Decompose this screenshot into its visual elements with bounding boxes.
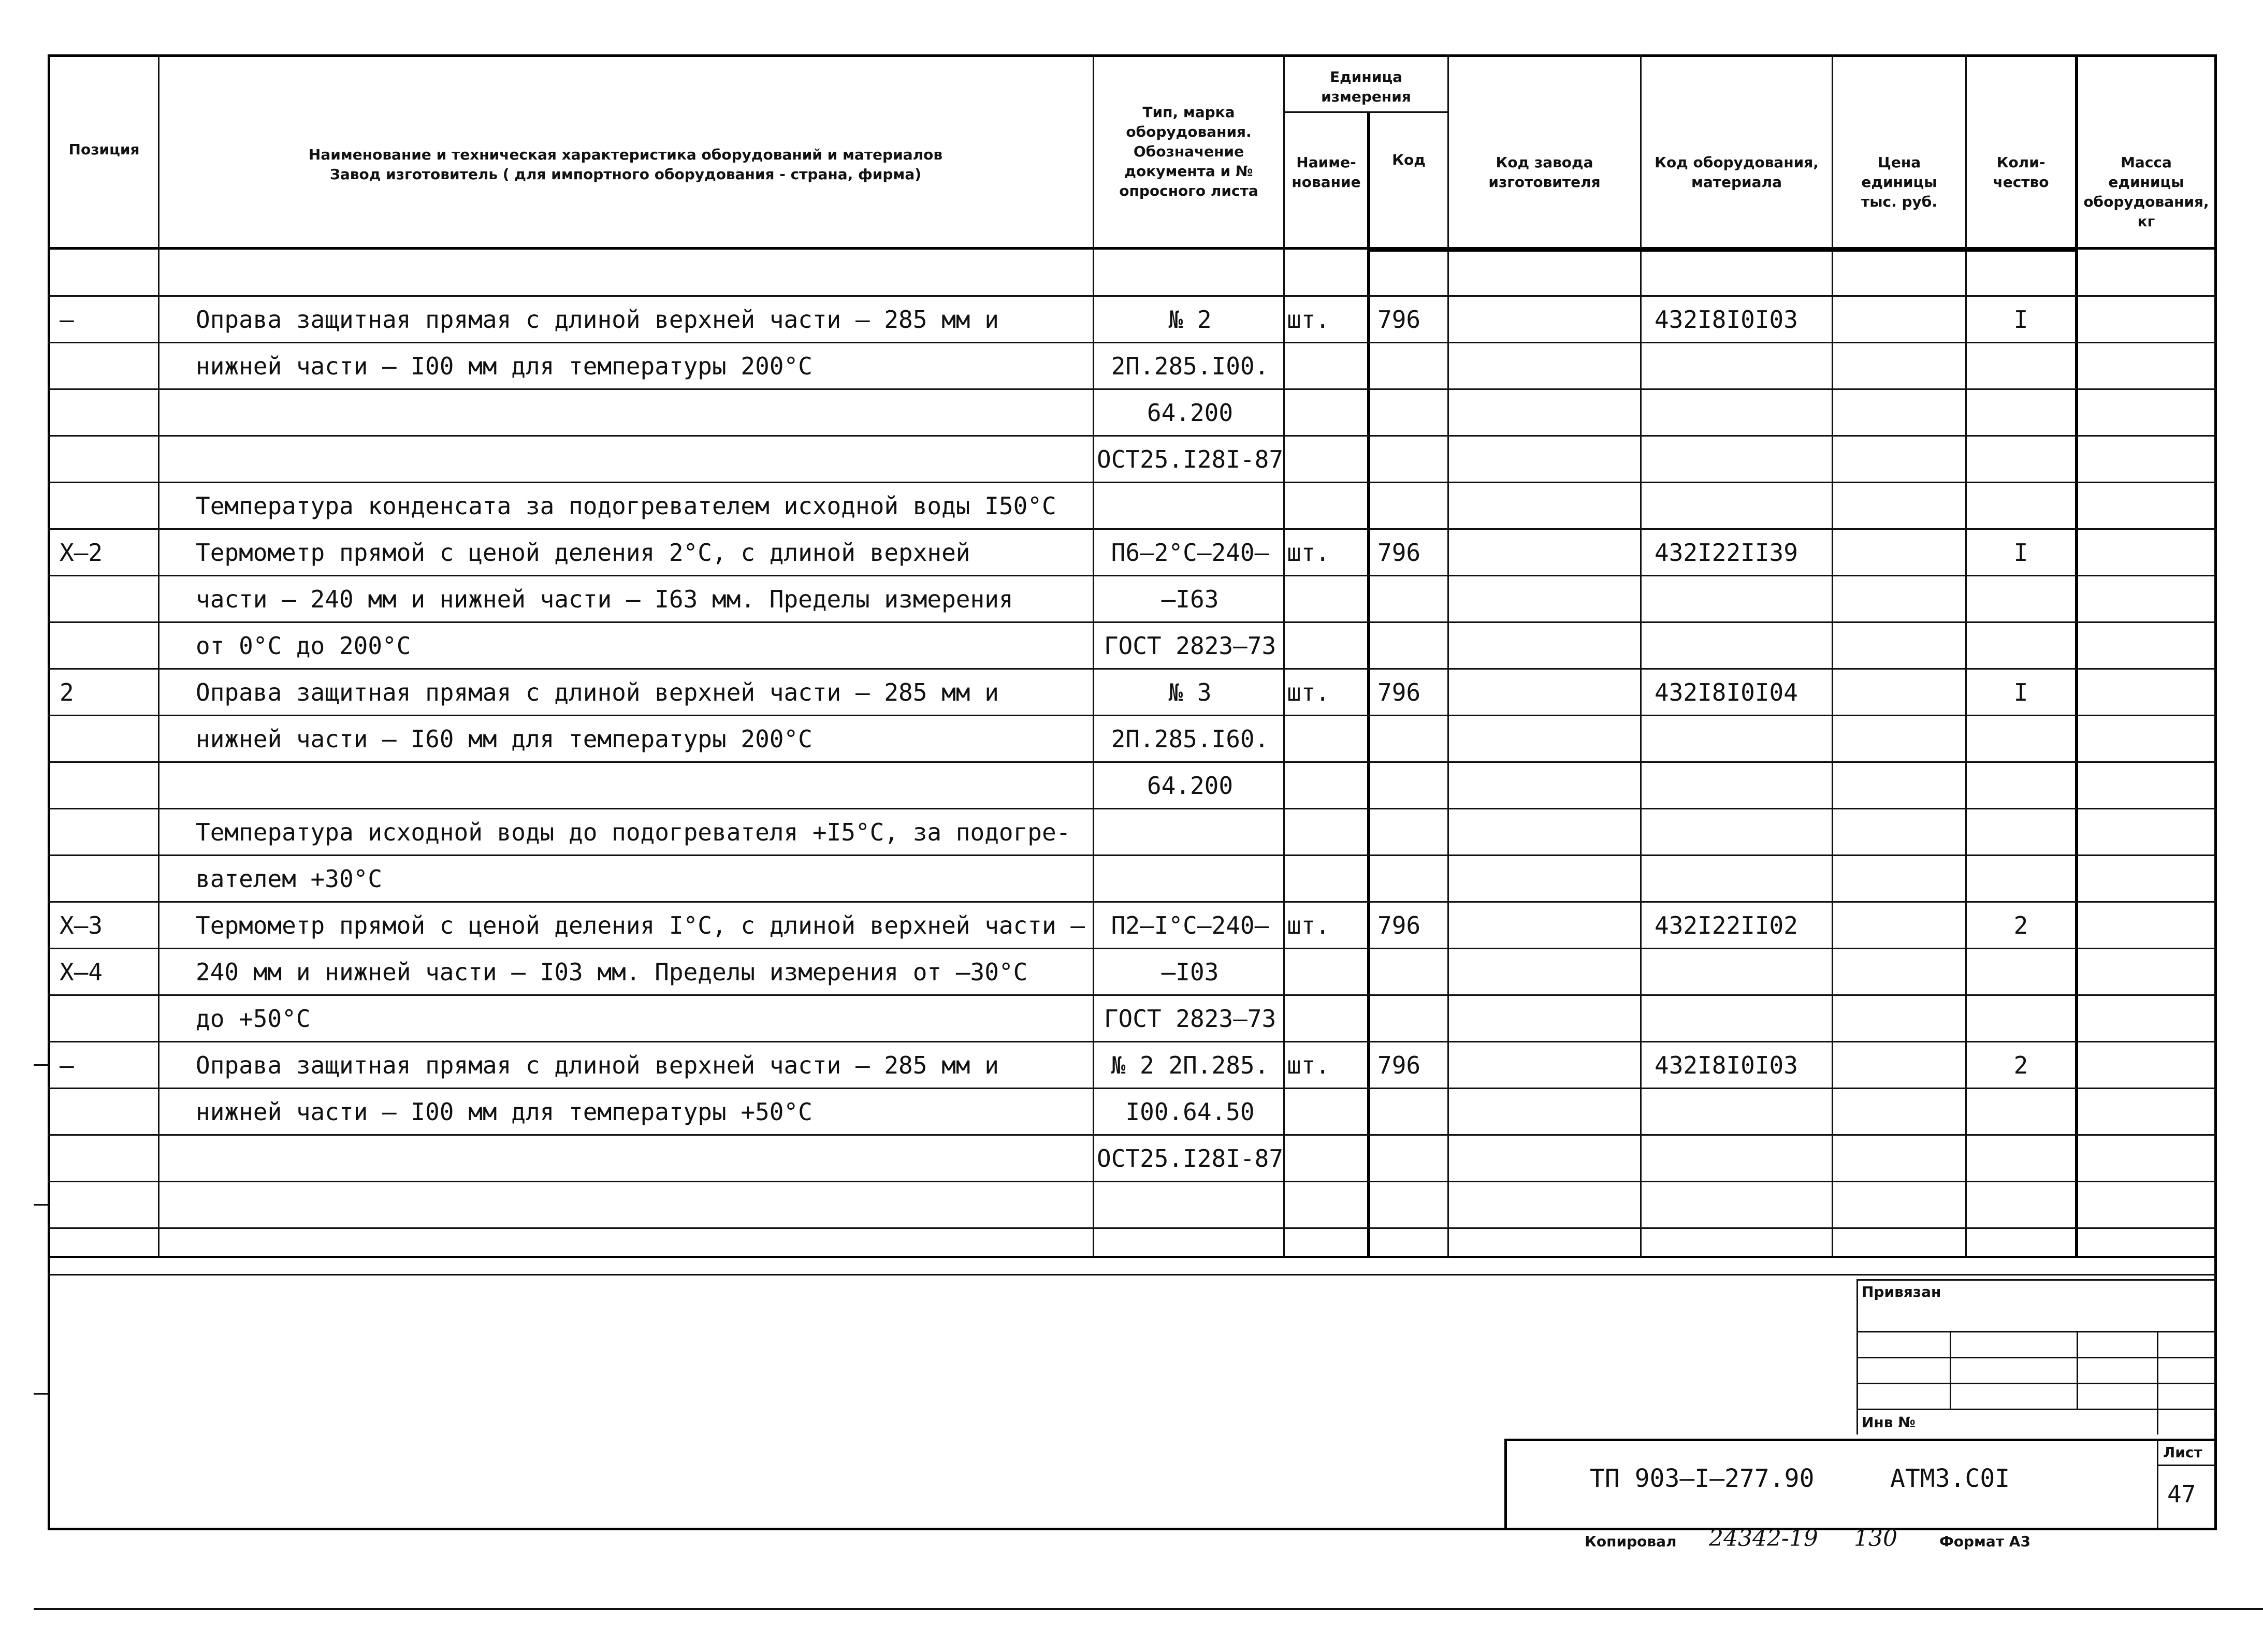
cell-type: ГОСТ 2823–73 xyxy=(1104,632,1276,660)
cell-qty: 2 xyxy=(2013,911,2028,939)
cell-pos xyxy=(60,436,155,483)
cell-mass xyxy=(2079,1089,2214,1135)
col-line xyxy=(158,54,159,1257)
cell-unit xyxy=(1287,1135,1365,1182)
privyazan-label: Привязан xyxy=(1862,1283,1941,1300)
cell-mass xyxy=(2079,622,2214,669)
cell-type: ОСТ25.I28I-87 xyxy=(1097,445,1284,473)
cell-pos xyxy=(60,1228,155,1275)
cell-qty xyxy=(1968,762,2074,809)
cell-price xyxy=(1836,809,1963,856)
col-line xyxy=(1447,54,1449,1257)
cell-name xyxy=(196,250,1089,296)
cell-equip xyxy=(1655,343,1831,389)
cell-pos xyxy=(60,622,155,669)
cell-qty xyxy=(1968,716,2074,762)
cell-price xyxy=(1836,669,1963,716)
cell-equip xyxy=(1655,1135,1831,1182)
sheet-number: 47 xyxy=(2167,1480,2196,1508)
cell-maker xyxy=(1450,529,1636,576)
frame-right xyxy=(2214,54,2217,1530)
cell-code: 796 xyxy=(1377,306,1421,334)
cell-equip xyxy=(1655,622,1831,669)
cell-equip xyxy=(1655,809,1831,856)
cell-code xyxy=(1377,576,1445,622)
cell-mass xyxy=(2079,856,2214,902)
cell-type: I00.64.50 xyxy=(1125,1098,1255,1126)
cell-mass xyxy=(2079,1042,2214,1089)
cell-maker xyxy=(1450,949,1636,995)
cell-price xyxy=(1836,1135,1963,1182)
cell-mass xyxy=(2079,296,2214,343)
cell-price xyxy=(1836,436,1963,483)
cell-mass xyxy=(2079,576,2214,622)
cell-pos xyxy=(60,856,155,902)
cell-unit: шт. xyxy=(1287,306,1330,334)
cell-qty xyxy=(1968,389,2074,436)
cell-equip xyxy=(1655,1228,1831,1275)
header-type: Тип, марка оборудования. Обозначение документа и № опросного листа xyxy=(1119,104,1258,199)
cell-type xyxy=(1097,1228,1283,1275)
cell-maker xyxy=(1450,389,1636,436)
cell-name xyxy=(196,1228,1089,1275)
cell-qty xyxy=(1968,576,2074,622)
cell-type: № 3 xyxy=(1168,678,1212,706)
header-equip-code: Код оборудования, материала xyxy=(1655,154,1819,191)
cell-price xyxy=(1836,483,1963,529)
header-qty: Коли- чество xyxy=(1993,154,2049,191)
cell-qty: 2 xyxy=(2013,1051,2028,1079)
cell-code xyxy=(1377,995,1445,1042)
cell-price xyxy=(1836,1089,1963,1135)
cell-pos xyxy=(60,343,155,389)
cell-equip xyxy=(1655,716,1831,762)
copy-number-2: 130 xyxy=(1854,1525,1897,1552)
cell-price xyxy=(1836,716,1963,762)
cell-unit xyxy=(1287,809,1365,856)
cell-name: Термометр прямой с ценой деления I°С, с длиной верхней части – xyxy=(196,911,1085,939)
cell-price xyxy=(1836,576,1963,622)
doc-mark: АТМЗ.С0I xyxy=(1890,1464,2010,1493)
cell-pos: Х–4 xyxy=(60,958,103,986)
cell-mass xyxy=(2079,716,2214,762)
cell-unit xyxy=(1287,389,1365,436)
cell-type: № 2 xyxy=(1168,306,1212,334)
header-unit-group: Единица измерения xyxy=(1321,68,1411,105)
cell-qty xyxy=(1968,1182,2074,1228)
cell-maker xyxy=(1450,716,1636,762)
cell-qty xyxy=(1968,1228,2074,1275)
cell-price xyxy=(1836,389,1963,436)
cell-name: нижней части – I60 мм для температуры 200°С xyxy=(196,725,813,753)
cell-code xyxy=(1377,1089,1445,1135)
cell-qty xyxy=(1968,250,2074,296)
cell-type: № 2 2П.285. xyxy=(1111,1051,1269,1079)
cell-pos xyxy=(60,716,155,762)
cell-code xyxy=(1377,949,1445,995)
cell-pos xyxy=(60,995,155,1042)
cell-code: 796 xyxy=(1377,678,1421,706)
cell-equip xyxy=(1655,1182,1831,1228)
header-maker-code: Код завода изготовителя xyxy=(1488,154,1601,191)
cell-pos xyxy=(60,1182,155,1228)
cell-qty xyxy=(1968,343,2074,389)
cell-equip xyxy=(1655,436,1831,483)
cell-mass xyxy=(2079,762,2214,809)
cell-name: части – 240 мм и нижней части – I63 мм. Пределы измерения xyxy=(196,585,1013,613)
cell-pos: Х–3 xyxy=(60,911,103,939)
cell-unit: шт. xyxy=(1287,1051,1330,1079)
cell-type: ГОСТ 2823–73 xyxy=(1104,1005,1276,1033)
cell-equip: 432I22II02 xyxy=(1655,911,1798,939)
cell-maker xyxy=(1450,296,1636,343)
cell-qty xyxy=(1968,436,2074,483)
cell-unit xyxy=(1287,576,1365,622)
cell-code xyxy=(1377,716,1445,762)
cell-qty xyxy=(1968,622,2074,669)
cell-maker xyxy=(1450,1042,1636,1089)
cell-equip xyxy=(1655,1089,1831,1135)
cell-mass xyxy=(2079,1182,2214,1228)
cell-name: до +50°С xyxy=(196,1005,311,1033)
cell-price xyxy=(1836,343,1963,389)
margin-mark xyxy=(34,1064,49,1066)
cell-unit xyxy=(1287,949,1365,995)
cell-type: 2П.285.I60. xyxy=(1111,725,1269,753)
cell-code xyxy=(1377,483,1445,529)
cell-unit: шт. xyxy=(1287,678,1330,706)
cell-price xyxy=(1836,995,1963,1042)
cell-equip: 432I8I0I03 xyxy=(1655,306,1798,334)
cell-unit: шт. xyxy=(1287,539,1330,567)
cell-maker xyxy=(1450,762,1636,809)
cell-name xyxy=(196,389,1089,436)
margin-mark xyxy=(34,1393,49,1395)
stamp-line xyxy=(1856,1279,2216,1281)
cell-type: 2П.285.I00. xyxy=(1111,352,1269,380)
cell-mass xyxy=(2079,529,2214,576)
cell-code xyxy=(1377,1135,1445,1182)
col-line xyxy=(1965,54,1967,1257)
stamp-line xyxy=(1856,1357,2216,1358)
cell-qty: I xyxy=(2013,678,2028,706)
cell-price xyxy=(1836,622,1963,669)
cell-maker xyxy=(1450,1089,1636,1135)
cell-equip: 432I8I0I03 xyxy=(1655,1051,1798,1079)
cell-unit xyxy=(1287,856,1365,902)
cell-code xyxy=(1377,1228,1445,1275)
cell-qty: I xyxy=(2013,306,2028,334)
cell-type xyxy=(1097,1182,1283,1228)
cell-name: от 0°С до 200°С xyxy=(196,632,411,660)
cell-maker xyxy=(1450,1135,1636,1182)
cell-code xyxy=(1377,250,1445,296)
cell-equip xyxy=(1655,949,1831,995)
cell-equip xyxy=(1655,250,1831,296)
cell-type xyxy=(1097,250,1283,296)
cell-maker xyxy=(1450,902,1636,949)
cell-mass xyxy=(2079,343,2214,389)
cell-name xyxy=(196,762,1089,809)
cell-type: –I03 xyxy=(1161,958,1219,986)
cell-name: Температура конденсата за подогревателем исходной воды I50°С xyxy=(196,492,1056,520)
cell-code: 796 xyxy=(1377,911,1421,939)
cell-maker xyxy=(1450,576,1636,622)
frame-left xyxy=(48,54,50,1530)
cell-pos xyxy=(60,1135,155,1182)
cell-pos xyxy=(60,483,155,529)
cell-unit xyxy=(1287,1182,1365,1228)
cell-equip xyxy=(1655,576,1831,622)
cell-code: 796 xyxy=(1377,539,1421,567)
cell-name: Оправа защитная прямая с длиной верхней части – 285 мм и xyxy=(196,306,999,334)
sheet-label: Лист xyxy=(2163,1444,2202,1461)
cell-code xyxy=(1377,343,1445,389)
col-line xyxy=(1283,54,1285,1257)
cell-mass xyxy=(2079,669,2214,716)
cell-mass xyxy=(2079,436,2214,483)
cell-type: –I63 xyxy=(1161,585,1219,613)
cell-type xyxy=(1097,809,1283,856)
cell-price xyxy=(1836,1228,1963,1275)
cell-unit xyxy=(1287,250,1365,296)
cell-qty xyxy=(1968,949,2074,995)
cell-unit: шт. xyxy=(1287,911,1330,939)
cell-price xyxy=(1836,1182,1963,1228)
cell-qty xyxy=(1968,1089,2074,1135)
frame-top xyxy=(48,54,2216,57)
stamp-line xyxy=(2157,1465,2216,1466)
cell-equip xyxy=(1655,389,1831,436)
cut-line xyxy=(34,1608,2263,1610)
cell-name: 240 мм и нижней части – I03 мм. Пределы измерения от –30°С xyxy=(196,958,1028,986)
cell-unit xyxy=(1287,1089,1365,1135)
cell-code xyxy=(1377,389,1445,436)
stamp-line xyxy=(1856,1331,2216,1332)
cell-maker xyxy=(1450,995,1636,1042)
cell-code: 796 xyxy=(1377,1051,1421,1079)
header-unit-name: Наиме- нование xyxy=(1292,154,1361,191)
doc-code: ТП 903–I–277.90 xyxy=(1590,1464,1815,1493)
col-line xyxy=(1640,54,1642,1257)
cell-pos xyxy=(60,762,155,809)
cell-name xyxy=(196,1182,1089,1228)
cell-maker xyxy=(1450,250,1636,296)
cell-mass xyxy=(2079,995,2214,1042)
cell-type xyxy=(1097,483,1283,529)
cell-mass xyxy=(2079,809,2214,856)
cell-mass xyxy=(2079,1228,2214,1275)
cell-name: Оправа защитная прямая с длиной верхней части – 285 мм и xyxy=(196,678,999,706)
cell-name xyxy=(196,436,1089,483)
cell-unit xyxy=(1287,483,1365,529)
col-line xyxy=(1367,111,1370,1257)
cell-price xyxy=(1836,949,1963,995)
cell-unit xyxy=(1287,995,1365,1042)
cell-price xyxy=(1836,856,1963,902)
cell-equip xyxy=(1655,483,1831,529)
cell-maker xyxy=(1450,1182,1636,1228)
cell-mass xyxy=(2079,949,2214,995)
stamp-line xyxy=(1504,1439,1507,1529)
cell-price xyxy=(1836,296,1963,343)
col-line xyxy=(1832,54,1833,1257)
cell-maker xyxy=(1450,1228,1636,1275)
cell-qty xyxy=(1968,995,2074,1042)
cell-name: Термометр прямой с ценой деления 2°С, с длиной верхней xyxy=(196,539,970,567)
cell-unit xyxy=(1287,762,1365,809)
header-unit-code: Код xyxy=(1392,151,1426,168)
cell-unit xyxy=(1287,1228,1365,1275)
header-position: Позиция xyxy=(68,141,140,158)
cell-unit xyxy=(1287,436,1365,483)
cell-pos: – xyxy=(60,1051,74,1079)
cell-maker xyxy=(1450,343,1636,389)
cell-pos xyxy=(60,809,155,856)
cell-name: нижней части – I00 мм для температуры +50°С xyxy=(196,1098,813,1126)
cell-pos xyxy=(60,250,155,296)
header-mass: Масса единицы оборудования, кг xyxy=(2083,154,2209,230)
col-line xyxy=(1093,54,1094,1257)
cell-name: нижней части – I00 мм для температуры 200°С xyxy=(196,352,813,380)
cell-equip: 432I22II39 xyxy=(1655,539,1798,567)
cell-mass xyxy=(2079,902,2214,949)
cell-pos xyxy=(60,389,155,436)
cell-code xyxy=(1377,1182,1445,1228)
cell-qty: I xyxy=(2013,539,2028,567)
stamp-line xyxy=(2077,1331,2078,1409)
cell-equip xyxy=(1655,856,1831,902)
cell-equip xyxy=(1655,995,1831,1042)
cell-maker xyxy=(1450,483,1636,529)
cell-type: 64.200 xyxy=(1147,399,1234,427)
cell-mass xyxy=(2079,1135,2214,1182)
cell-pos: 2 xyxy=(60,678,74,706)
cell-code xyxy=(1377,436,1445,483)
cell-unit xyxy=(1287,622,1365,669)
cell-equip: 432I8I0I04 xyxy=(1655,678,1798,706)
cell-price xyxy=(1836,1042,1963,1089)
cell-name: вателем +30°С xyxy=(196,865,383,893)
stamp-line xyxy=(1856,1409,2216,1410)
cell-pos xyxy=(60,576,155,622)
cell-maker xyxy=(1450,669,1636,716)
format-label: Формат А3 xyxy=(1939,1533,2030,1550)
cell-type: П2–I°С–240– xyxy=(1111,911,1269,939)
header-price: Цена единицы тыс. руб. xyxy=(1861,154,1937,210)
cell-mass xyxy=(2079,483,2214,529)
cell-name: Температура исходной воды до подогревателя +I5°С, за подогре- xyxy=(196,818,1071,846)
cell-mass xyxy=(2079,389,2214,436)
cell-unit xyxy=(1287,716,1365,762)
stamp-line xyxy=(2157,1331,2158,1434)
cell-pos xyxy=(60,1089,155,1135)
col-line xyxy=(2075,54,2078,1257)
cell-qty xyxy=(1968,483,2074,529)
stamp-line xyxy=(1856,1383,2216,1384)
stamp-line xyxy=(1950,1331,1951,1409)
stamp-line xyxy=(2157,1439,2158,1529)
cell-maker xyxy=(1450,809,1636,856)
cell-maker xyxy=(1450,856,1636,902)
margin-mark xyxy=(34,1204,49,1206)
cell-code xyxy=(1377,809,1445,856)
cell-name xyxy=(196,1135,1089,1182)
cell-maker xyxy=(1450,436,1636,483)
cell-type: 64.200 xyxy=(1147,772,1234,800)
cell-qty xyxy=(1968,856,2074,902)
cell-unit xyxy=(1287,343,1365,389)
stamp-line xyxy=(1504,1439,2216,1441)
cell-price xyxy=(1836,902,1963,949)
cell-type: ОСТ25.I28I-87 xyxy=(1097,1144,1284,1172)
cell-qty xyxy=(1968,1135,2074,1182)
cell-type xyxy=(1097,856,1283,902)
cell-qty xyxy=(1968,809,2074,856)
cell-maker xyxy=(1450,622,1636,669)
cell-pos: Х–2 xyxy=(60,539,103,567)
cell-name: Оправа защитная прямая с длиной верхней части – 285 мм и xyxy=(196,1051,999,1079)
cell-mass xyxy=(2079,250,2214,296)
cell-pos: – xyxy=(60,306,74,334)
cell-code xyxy=(1377,762,1445,809)
copied-label: Копировал xyxy=(1585,1533,1677,1550)
cell-code xyxy=(1377,856,1445,902)
cell-price xyxy=(1836,529,1963,576)
cell-price xyxy=(1836,250,1963,296)
copy-number: 24342-19 xyxy=(1709,1525,1818,1552)
unit-subheader-line xyxy=(1283,111,1449,113)
cell-code xyxy=(1377,622,1445,669)
cell-type: П6–2°С–240– xyxy=(1111,539,1269,567)
header-name: Наименование и техническая характеристика оборудований и материалов Завод изготовитель ( для импортного оборудования - страна, фирма) xyxy=(308,146,943,183)
cell-equip xyxy=(1655,762,1831,809)
inv-label: Инв № xyxy=(1862,1414,1916,1431)
cell-price xyxy=(1836,762,1963,809)
